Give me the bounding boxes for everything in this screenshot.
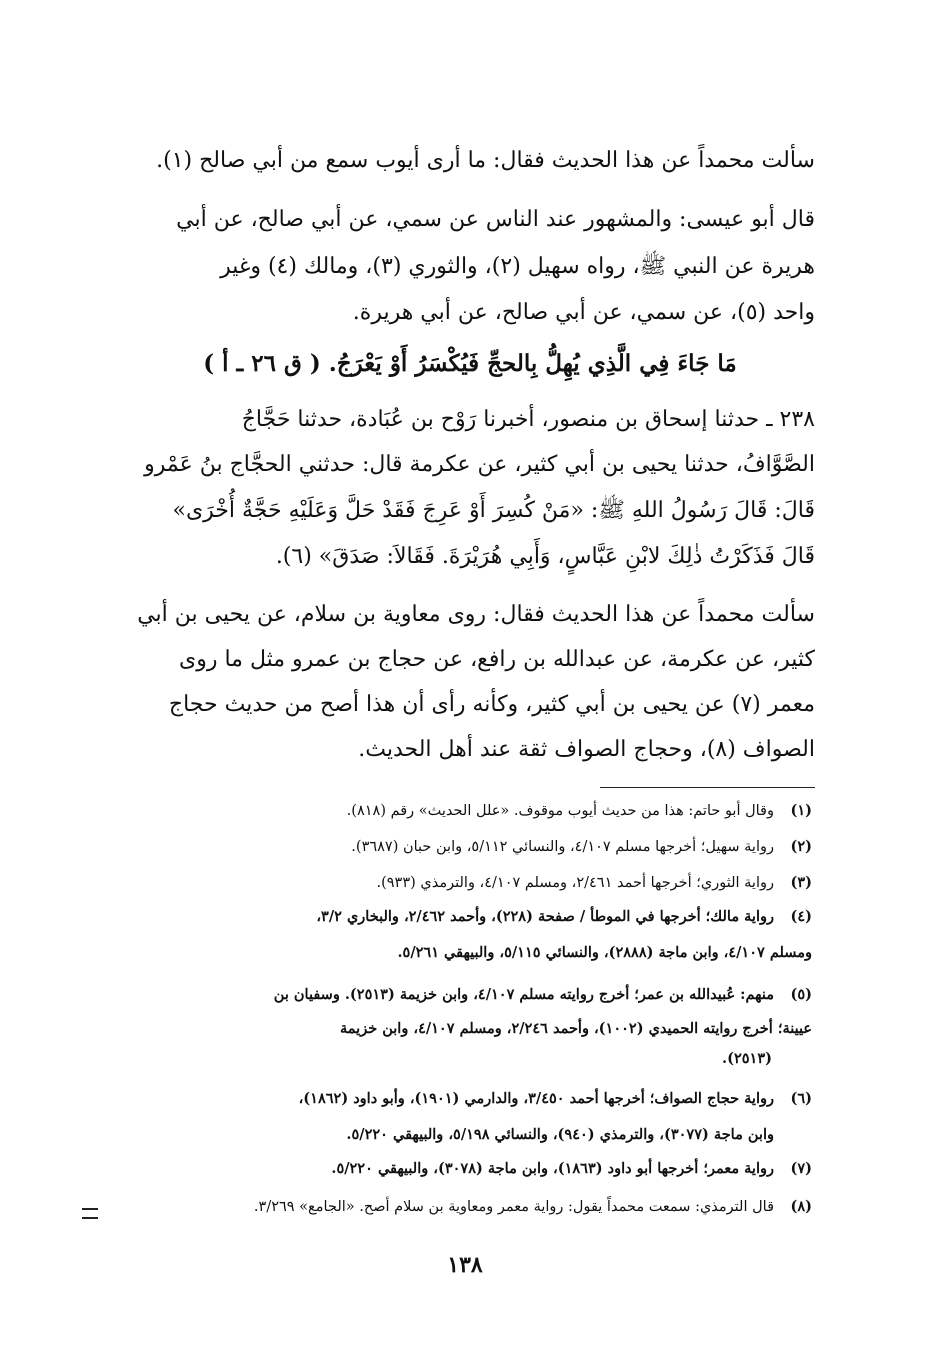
footnote-6-continuation: وابن ماجة (٣٠٧٧)، والترمذي (٩٤٠)، والنسائي ٥/١٩٨، والبيهقي ٥/٢٢٠. [346, 1126, 774, 1143]
footnote-text: رواية مالك؛ أخرجها في الموطأ / صفحة (٢٢٨)، وأحمد ٢/٤٦٢، والبخاري ٣/٢، [316, 908, 774, 925]
footnote-text: قال الترمذي: سمعت محمداً يقول: رواية معمر ومعاوية بن سلام أصح. «الجامع» ٣/٢٦٩. [253, 1199, 774, 1215]
page-number: ١٣٨ [447, 1252, 483, 1278]
paragraph-4-line-3: معمر (٧) عن يحيى بن أبي كثير، وكأنه رأى أن هذا أصح من حديث حجاج [168, 692, 815, 717]
footnote-separator [600, 787, 815, 788]
footnote-text: رواية سهيل؛ أخرجها مسلم ٤/١٠٧، والنسائي ٥/١١٢، وابن حبان (٣٦٨٧). [351, 839, 774, 855]
paragraph-2-line-2: هريرة عن النبي ﷺ، رواه سهيل (٢)، والثوري (٣)، ومالك (٤) وغير [220, 254, 815, 279]
hadith-line-4: قَالَ فَذَكَرْتُ ذٰلِكَ لابْنِ عَبَّاسٍ، وَأَبِي هُرَيْرَةَ. فَقَالاَ: صَدَقَ» (٦). [275, 544, 815, 569]
paragraph-2-line-1: قال أبو عيسى: والمشهور عند الناس عن سمي، عن أبي صالح، عن أبي [176, 207, 815, 232]
footnote-number: (٧) [790, 1160, 812, 1177]
footnote-number: (٤) [790, 908, 812, 925]
footnote-text: وقال أبو حاتم: هذا من حديث أيوب موقوف. «علل الحديث» رقم (٨١٨). [346, 803, 774, 819]
footnote-4 [112, 906, 812, 928]
footnote-3 [112, 872, 812, 894]
paragraph-2-line-3: واحد (٥)، عن سمي، عن أبي صالح، عن أبي هريرة. [352, 300, 815, 325]
paragraph-1-line-1: سألت محمداً عن هذا الحديث فقال: ما أرى أيوب سمع من أبي صالح (١). [156, 148, 815, 173]
footnote-5-continuation: عيينة؛ أخرج روايته الحميدي (١٠٠٢)، وأحمد ٢/٢٤٦، ومسلم ٤/١٠٧، وابن خزيمة [340, 1020, 812, 1037]
footnote-1 [112, 800, 812, 822]
footnote-2 [112, 836, 812, 858]
footnote-number: (٨) [790, 1198, 812, 1215]
footnote-number: (١) [790, 802, 812, 819]
hadith-line-3: قَالَ: قَالَ رَسُولُ اللهِ ﷺ: «مَنْ كُسِرَ أَوْ عَرِجَ فَقَدْ حَلَّ وَعَلَيْهِ حَجَّةٌ أُخْرَى» [172, 498, 815, 523]
footnote-text: رواية معمر؛ أخرجها أبو داود (١٨٦٣)، وابن ماجة (٣٠٧٨)، والبيهقي ٥/٢٢٠. [331, 1160, 774, 1177]
paragraph-4-line-1: سألت محمداً عن هذا الحديث فقال: روى معاوية بن سلام، عن يحيى بن أبي [137, 602, 815, 627]
footnote-text: رواية حجاج الصواف؛ أخرجها أحمد ٣/٤٥٠، والدارمي (١٩٠١)، وأبو داود (١٨٦٢)، [298, 1090, 774, 1107]
footnote-number: (٥) [790, 986, 812, 1003]
footnote-number: (٢) [790, 838, 812, 855]
paragraph-4-line-4: الصواف (٨)، وحجاج الصواف ثقة عند أهل الحديث. [358, 737, 815, 762]
footnote-text: منهم: عُبيدالله بن عمر؛ أخرج روايته مسلم ٤/١٠٧، وابن خزيمة (٢٥١٣). وسفيان بن [273, 986, 774, 1003]
footnote-5 [112, 984, 812, 1006]
margin-mark [82, 1208, 98, 1219]
footnote-text: رواية الثوري؛ أخرجها أحمد ٢/٤٦١، ومسلم ٤/١٠٧، والترمذي (٩٣٣). [376, 875, 774, 891]
footnote-5-continuation-2: (٢٥١٣). [722, 1050, 772, 1067]
footnote-8 [112, 1196, 812, 1218]
footnote-6 [112, 1088, 812, 1110]
footnote-7 [112, 1158, 812, 1180]
footnote-4-continuation: ومسلم ٤/١٠٧، وابن ماجة (٢٨٨٨)، والنسائي ٥/١١٥، والبيهقي ٥/٢٦١. [397, 944, 812, 961]
footnote-number: (٣) [790, 874, 812, 891]
footnote-number: (٦) [790, 1090, 812, 1107]
paragraph-4-line-2: كثير، عن عكرمة، عن عبدالله بن رافع، عن حجاج بن عمرو مثل ما روى [179, 647, 815, 672]
chapter-heading: مَا جَاءَ فِي الَّذِي يُهِلُّ بِالحجِّ فَيُكْسَرُ أَوْ يَعْرَجُ. ( ق ٢٦ ـ أ ) [203, 350, 737, 377]
hadith-line-2: الصَّوَّافُ، حدثنا يحيى بن أبي كثير، عن عكرمة قال: حدثني الحجَّاج بنُ عَمْرو [144, 452, 815, 477]
hadith-line-1: ٢٣٨ ـ حدثنا إسحاق بن منصور، أخبرنا رَوْح بن عُبَادة، حدثنا حَجَّاجُ [241, 407, 815, 432]
